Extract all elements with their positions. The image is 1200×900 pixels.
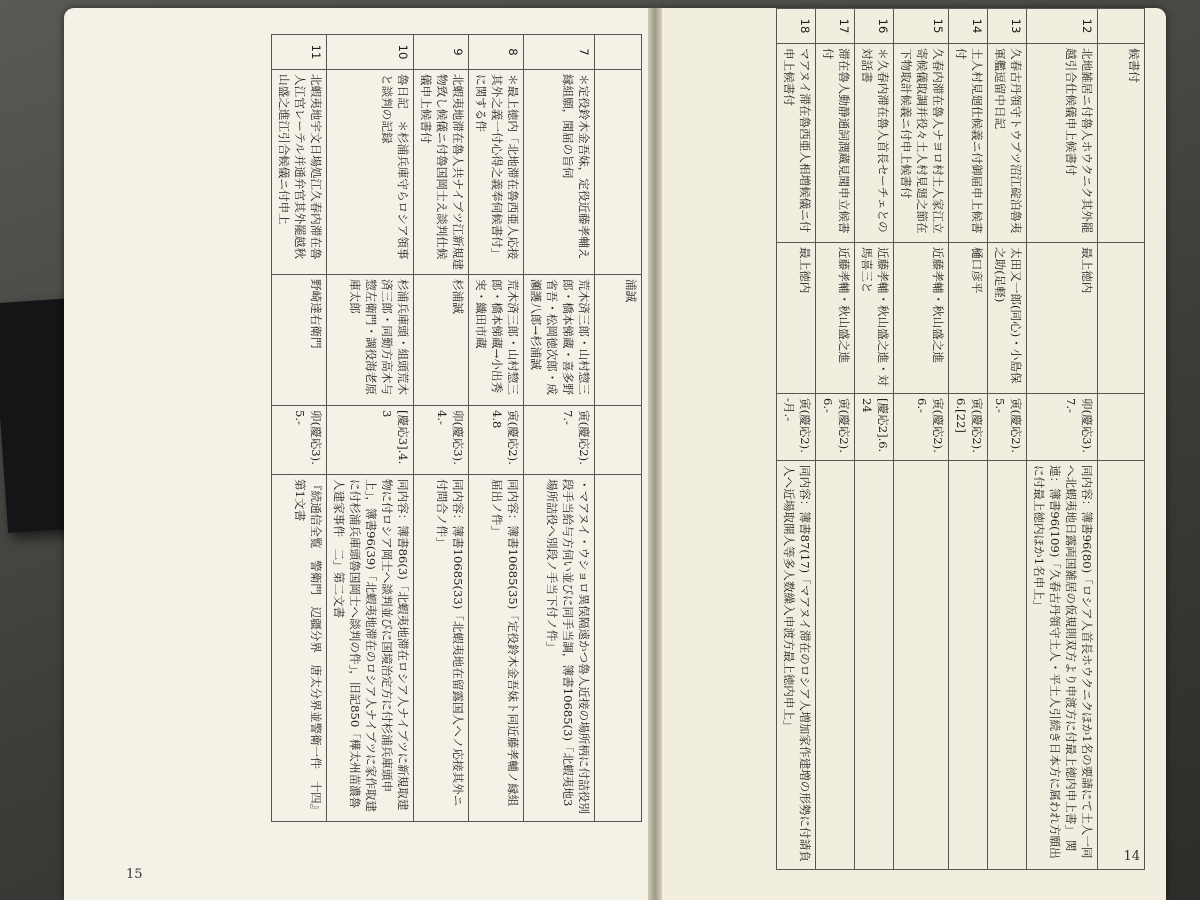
date-cell: 卯(慶応3).4.- bbox=[414, 406, 469, 475]
table-row-header bbox=[595, 35, 642, 822]
row-number: 17 bbox=[816, 9, 855, 44]
author-cell: 荒木済三郎・山村惣三郎・橋本悌蔵→小出秀実・織田市蔵 bbox=[469, 275, 524, 406]
author-cell: 樋口彦平 bbox=[949, 243, 988, 394]
table-row bbox=[272, 35, 327, 822]
table-row bbox=[894, 9, 949, 870]
table-row bbox=[414, 35, 469, 822]
table-row bbox=[855, 9, 894, 870]
date-cell: 寅(慶応2).-月.- bbox=[777, 394, 816, 461]
row-number: 16 bbox=[855, 9, 894, 44]
date-cell: 寅(慶応2).6.- bbox=[894, 394, 949, 461]
date-cell: 寅(慶応2).5.- bbox=[988, 394, 1027, 461]
note-cell: 同内容：簿書87(17)「マアヌイ滞在のロシア人増加家作建増の形勢に付請負人へ近場取開人等多人数繰入申渡方最上徳内申上」 bbox=[777, 461, 816, 870]
date-cell: 卯(慶応3).7.- bbox=[1027, 394, 1098, 461]
document-title: ＊最上徳内「北地滞在魯西亜人応接其外之義一付心得之義奉伺候書付」に関する件 bbox=[469, 70, 524, 275]
document-title: 北地雑居ニ付魯人ホウクニク其外罷越引合仕候儀申上候書付 bbox=[1027, 44, 1098, 243]
row-number: 7 bbox=[524, 35, 595, 70]
note-cell bbox=[855, 461, 894, 870]
author-cell: 近藤孝輔・秋山盛之進・対馬喜三と bbox=[855, 243, 894, 394]
date-cell: 寅(慶応2).6.- bbox=[816, 394, 855, 461]
row-number: 13 bbox=[988, 9, 1027, 44]
author-cell: 太田又一郎(同心)・小島保之助(足軽) bbox=[988, 243, 1027, 394]
note-cell: 『続通信全覧 警衛門 辺疆分界 唐太分界並警衛一件 十四』第1文書 bbox=[272, 475, 327, 822]
date-cell: 寅(慶応2).4.8 bbox=[469, 406, 524, 475]
date-cell: 卯(慶応3).5.- bbox=[272, 406, 327, 475]
note-cell bbox=[894, 461, 949, 870]
author-cell: 最上徳内 bbox=[777, 243, 816, 394]
document-title: ＊定役鈴木金吾妹，定役近藤孝輔え縁組願，聞届の旨伺 bbox=[524, 70, 595, 275]
row-number: 10 bbox=[327, 35, 414, 70]
document-title: 北蝦夷地滞在魯人共ナイブツ江新規建物致し候儀ニ付魯国岡士え談判仕候儀申上候書付 bbox=[414, 70, 469, 275]
row-number: 14 bbox=[949, 9, 988, 44]
right-document-table bbox=[776, 8, 1145, 870]
author-cell: 荒木済三郎・山村惣三郎・橋本悌蔵・喜多野省吾・松岡徳次郎・成瀬護八郎→杉浦誠 bbox=[524, 275, 595, 406]
document-title: 魯日記 ＊杉浦兵庫守らロシア領事と談判の記録 bbox=[327, 70, 414, 275]
note-cell bbox=[988, 461, 1027, 870]
note-cell: ・マアヌイ・ウショロ異俣隔遠かつ魯人近接の場所柄に付詰役別段手当給与方伺い並びに同手当調，簿書10685(3)「北蝦夷地3場所詰役へ別段ノ手当下付ノ件」 bbox=[524, 475, 595, 822]
row-number: 9 bbox=[414, 35, 469, 70]
document-title: 久春内滞在魯人ナヨロ村土人家江立寄候儀取調并役々土人村見廻之節在下物取計候義ニ付申上候書付 bbox=[894, 44, 949, 243]
table-row bbox=[988, 9, 1027, 870]
table-row bbox=[949, 9, 988, 870]
document-title: マアヌイ滞在魯西亜人相増候儀ニ付申上候書付 bbox=[777, 44, 816, 243]
note-cell: 同内容：簿書86(3)「北蝦夷地滞在ロシア人ナイブツに新規取建物に付ロシア岡士へ談判並びに国境治定方に付杉浦兵庫頭申上」，簿書96(39)「北蝦夷地滞在のロシア人ナイブツに家作取建に付杉浦兵庫頭魯国岡士へ談判の件」，旧記850「樺太州苗濃魯人建家事件 二」第二文書 bbox=[327, 475, 414, 822]
document-title: ＊久春内滞在魯人首長セーチェとの対話書 bbox=[855, 44, 894, 243]
author-cell: 杉浦兵庫頭・組頭荒木済三郎・同勤方高木与惣左衛門・調役海老原庫太郎 bbox=[327, 275, 414, 406]
author-cell: 近藤孝輔・秋山盛之進 bbox=[816, 243, 855, 394]
note-cell: 同内容：簿書10685(33)「北蝦夷地在留露国人ヘノ応接其外ニ付問合ノ件」 bbox=[414, 475, 469, 822]
table-row bbox=[524, 35, 595, 822]
table-row bbox=[1027, 9, 1098, 870]
row-number: 18 bbox=[777, 9, 816, 44]
table-row bbox=[777, 9, 816, 870]
document-title: 土人村見廻仕候義ニ付御届申上候書付 bbox=[949, 44, 988, 243]
date-cell: 寅(慶応2).7.- bbox=[524, 406, 595, 475]
author-cell: 近藤孝輔・秋山盛之進 bbox=[894, 243, 949, 394]
header-cell: 浦誠 bbox=[595, 275, 642, 406]
row-number: 11 bbox=[272, 35, 327, 70]
header-cell: 候書付 bbox=[1098, 44, 1145, 243]
note-cell bbox=[816, 461, 855, 870]
document-title: 久春古丹領守トウブツ沼江碇泊魯夷軍艦逗留中日記 bbox=[988, 44, 1027, 243]
date-cell: [慶応2].6.24 bbox=[855, 394, 894, 461]
row-number: 15 bbox=[894, 9, 949, 44]
row-number: 8 bbox=[469, 35, 524, 70]
table-row-header bbox=[1098, 9, 1145, 870]
left-document-table bbox=[271, 34, 642, 822]
document-title: 滞在魯人動静通詞潤蔵見聞申立候書付 bbox=[816, 44, 855, 243]
author-cell: 野崎達右衛門 bbox=[272, 275, 327, 406]
note-cell bbox=[949, 461, 988, 870]
date-cell: 寅(慶応2).6.[22] bbox=[949, 394, 988, 461]
document-title: 北蝦夷地宇文日場処江久春内滞在魯人江官レーテル并通弁官其外罷越秋山盛之進江引合候儀ニ付申上 bbox=[272, 70, 327, 275]
row-number: 12 bbox=[1027, 9, 1098, 44]
book-gutter bbox=[648, 8, 662, 900]
page-number-15: 15 bbox=[126, 867, 143, 882]
table-row bbox=[469, 35, 524, 822]
author-cell: 最上徳内 bbox=[1027, 243, 1098, 394]
table-row bbox=[816, 9, 855, 870]
page-number-14: 14 bbox=[1123, 849, 1140, 864]
note-cell: 同内容：簿書10685(35)「定役鈴木金吾妹ト同近藤孝輔ノ縁組届出ノ件」 bbox=[469, 475, 524, 822]
table-row bbox=[327, 35, 414, 822]
date-cell: [慶応3].4.3 bbox=[327, 406, 414, 475]
author-cell: 杉浦誠 bbox=[414, 275, 469, 406]
note-cell: 同内容：簿書96(80)「ロシア人首長ホウクニクほか1名の要請にて土人一同へ北蝦夷地日露両国雑居の仮規則双方より申渡方に付最上徳内申上書」 関連：簿書96(109)「久春古丹領守土人・平土人引続き日本方に属われ方願出に付最上徳内ほか1名申上」 bbox=[1027, 461, 1098, 870]
